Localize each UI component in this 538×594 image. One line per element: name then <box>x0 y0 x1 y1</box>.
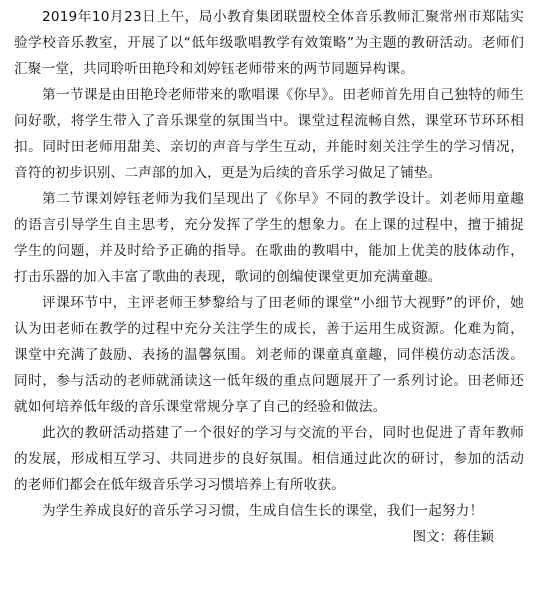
paragraph-second-lesson: 第二节课刘婷钰老师为我们呈现出了《你早》不同的教学设计。刘老师用童趣的语言引导学生自主思考，充分发挥了学生的想象力。在上课的过程中，擅于捕捉学生的问题，并及时给予正确的指导。在歌曲的教唱中，能加上优美的肢体动作，打击乐器的加入丰富了歌曲的表现，歌词的创编使课堂更加充满童趣。 <box>14 191 524 285</box>
author-credit: 图文：蒋佳颖 <box>412 529 494 545</box>
paragraph-summary: 此次的教研活动搭建了一个很好的学习与交流的平台，同时也促进了青年教师的发展，形成相互学习、共同进步的良好氛围。相信通过此次的研讨，参加的活动的老师们都会在低年级音乐学习习惯培养上有所收获。 <box>14 425 524 493</box>
paragraph-intro: 2019年10月23日上午，局小教育集团联盟校全体音乐教师汇聚常州市郑陆实验学校音乐教室，开展了以“低年级歌唱教学有效策略”为主题的教研活动。老师们汇聚一堂，共同聆听田艳玲和刘婷钰老师带来的两节同题异构课。 <box>14 9 524 77</box>
paragraph-first-lesson: 第一节课是由田艳玲老师带来的歌唱课《你早》。田老师首先用自己独特的师生问好歌，将学生带入了音乐课堂的氛围当中。课堂过程流畅自然，课堂环节环环相扣。同时田老师用甜美、亲切的声音与学生互动，并能时刻关注学生的学习情况，音符的初步识别、二声部的加入，更是为后续的音乐学习做足了铺垫。 <box>14 87 524 181</box>
paragraph-evaluation: 评课环节中，主评老师王梦黎给与了田老师的课堂“小细节大视野”的评价，她认为田老师在教学的过程中充分关注学生的成长，善于运用生成资源。化难为简，课堂中充满了鼓励、表扬的温馨氛围。刘老师的课童真童趣，同伴模仿动态活泼。同时，参与活动的老师就涌读这一低年级的重点问题展开了一系列讨论。田老师还就如何培养低年级的音乐课堂常规分享了自己的经验和做法。 <box>14 295 524 415</box>
paragraph-closing: 为学生养成良好的音乐学习习惯，生成自信生长的课堂，我们一起努力！ <box>42 503 484 519</box>
